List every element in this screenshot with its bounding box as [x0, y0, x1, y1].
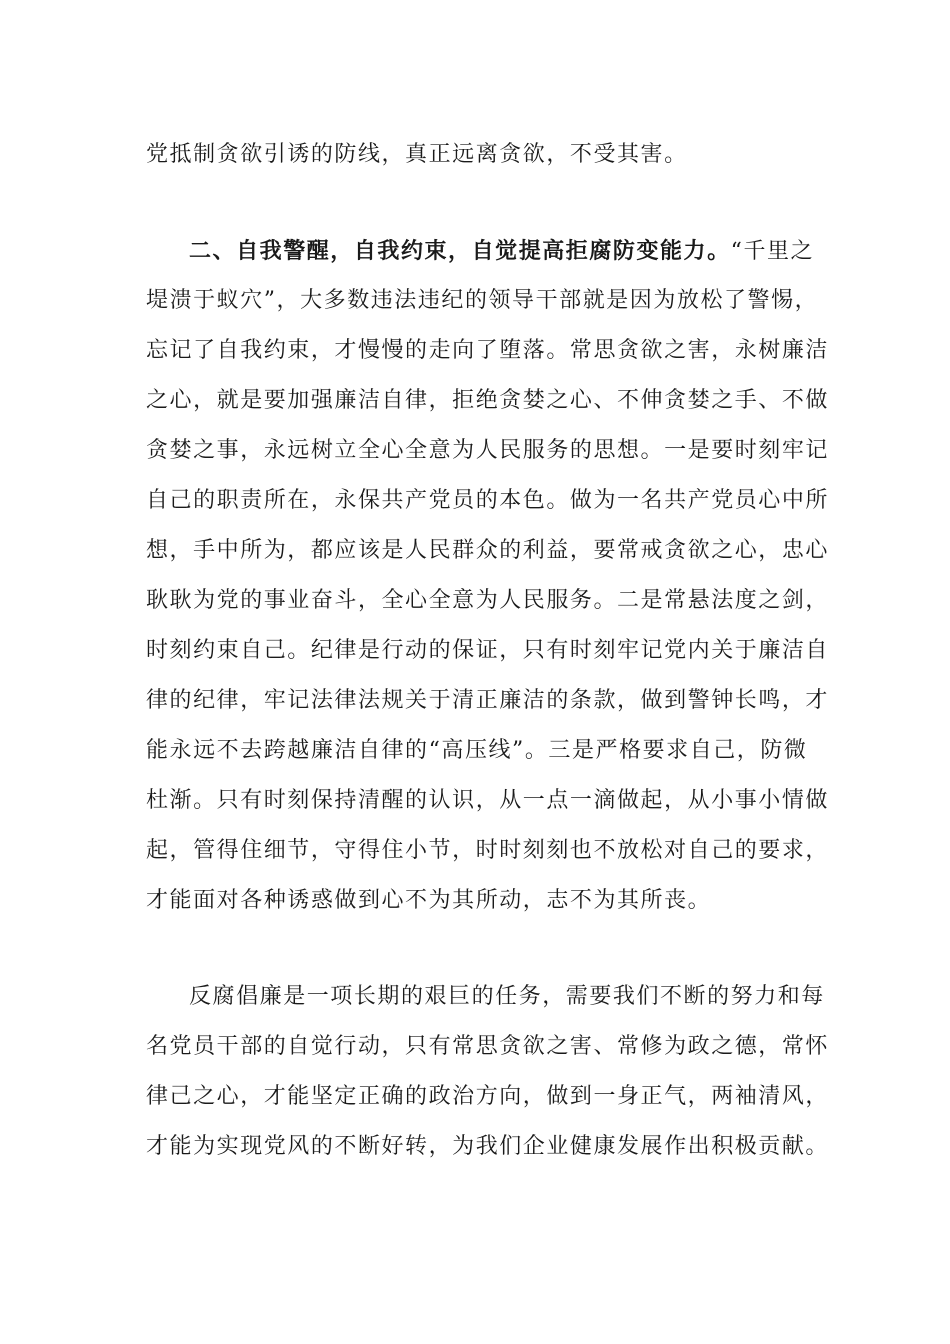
- section-two-first-line: [189, 226, 859, 276]
- section-two-line: 自己的职责所在，永保共产党员的本色。做为一名共产党员心中所: [146, 488, 829, 513]
- section-two-line: 才能面对各种诱惑做到心不为其所动，志不为其所丧。: [146, 888, 712, 913]
- paragraph-top-line: 党抵制贪欲引诱的防线，真正远离贪欲，不受其害。: [146, 142, 688, 167]
- section-two-line: 之心，就是要加强廉洁自律，拒绝贪婪之心、不伸贪婪之手、不做: [146, 388, 829, 413]
- section-two-line: 想，手中所为，都应该是人民群众的利益，要常戒贪欲之心，忠心: [146, 538, 829, 563]
- section-two-line: 时刻约束自己。纪律是行动的保证，只有时刻牢记党内关于廉洁自: [146, 638, 829, 663]
- conclusion-line: 律己之心，才能坚定正确的政治方向，做到一身正气，两袖清风，: [146, 1084, 829, 1109]
- section-two-line: 耿耿为党的事业奋斗，全心全意为人民服务。二是常悬法度之剑，: [146, 588, 829, 613]
- section-two-line: 能永远不去跨越廉洁自律的“高压线”。三是严格要求自己，防微: [146, 738, 808, 763]
- section-heading: 二、自我警醒，自我约束，自觉提高拒腐防变能力。: [189, 238, 731, 264]
- section-two-line: 起，管得住细节，守得住小节，时时刻刻也不放松对自己的要求，: [146, 838, 829, 863]
- section-two-line: “千里之: [730, 239, 815, 264]
- section-two-line: 贪婪之事，永远树立全心全意为人民服务的思想。一是要时刻牢记: [146, 438, 829, 463]
- section-two-line: 律的纪律，牢记法律法规关于清正廉洁的条款，做到警钟长鸣，才: [146, 688, 829, 713]
- section-two-line: 忘记了自我约束，才慢慢的走向了堕落。常思贪欲之害，永树廉洁: [146, 338, 829, 363]
- section-two-line: 堤溃于蚁穴”，大多数违法违纪的领导干部就是因为放松了警惕，: [146, 288, 819, 313]
- conclusion-line: 才能为实现党风的不断好转，为我们企业健康发展作出积极贡献。: [146, 1134, 829, 1159]
- conclusion-line: 名党员干部的自觉行动，只有常思贪欲之害、常修为政之德，常怀: [146, 1034, 829, 1059]
- conclusion-line: 反腐倡廉是一项长期的艰巨的任务，需要我们不断的努力和每: [189, 984, 825, 1009]
- section-two-line: 杜渐。只有时刻保持清醒的认识，从一点一滴做起，从小事小情做: [146, 788, 829, 813]
